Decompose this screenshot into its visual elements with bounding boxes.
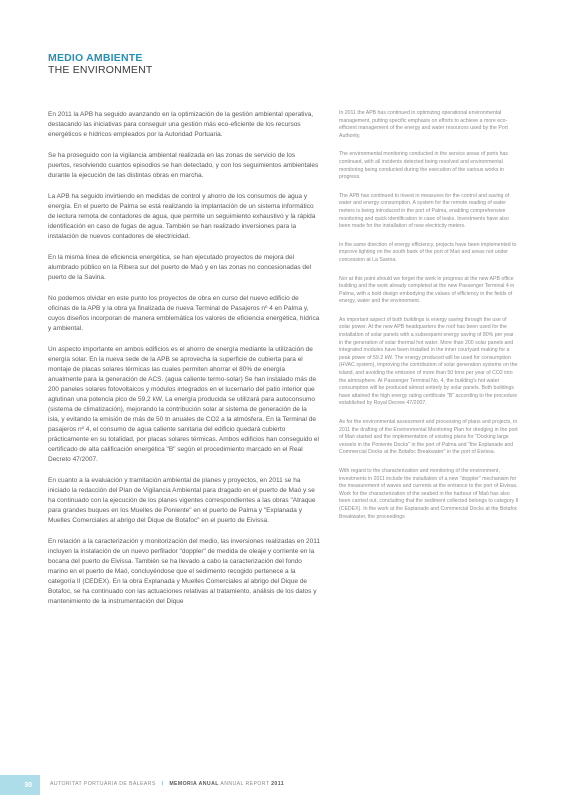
footer-organization: AUTORITAT PORTUÀRIA DE BALEARS xyxy=(50,781,156,787)
footer-separator: I xyxy=(161,781,164,787)
page-number-badge xyxy=(0,775,40,795)
spanish-column xyxy=(48,110,320,618)
page-footer xyxy=(50,781,284,787)
spanish-paragraph: En relación a la caracterización y monitorización del medio, las inversiones realizadas en 2011 incluyen la instalación de un nuevo perfilador "doppler" de medida de oleaje y corriente en la bocana del puerto de Eivissa. También se ha llevado a cabo la caracterización del fondo marino en el puerto de Maó, concluyéndose que el sedimento recogido pertenece a la categoría II (CEDEX). En la obra Explanada y Muelles Comerciales al abrigo del Dique de Botafoc, se ha continuado con las actuaciones relativas al tratamiento, análisis de los datos y mantenimiento de la instrumentación del Dique xyxy=(48,538,320,605)
english-column xyxy=(339,110,519,532)
english-paragraph: Nor at this point should we forget the work in progress at the new APB office building and the work already completed at the new Passenger Terminal 4 in Palma, with a bold design embodying the values of efficiency in the fields of energy, water and the environment. xyxy=(339,275,515,305)
english-paragraph: An important aspect of both buildings is energy saving through the use of solar power. At the new APB headquarters the roof has been used for the installation of solar panels with a subsequent energy saving of 80% per year in the generation of solar thermal hot water. More than 200 solar panels and integrated modules have been installed in the inner courtyard making for a peak power of 59.2 kW. The energy produced will be used for consumption (HVAC system), improving the contribution of solar generation systems on the island, and avoiding the emission of more than 50 tons per year of CO2 into the atmosphere. At Passenger Terminal No. 4, the building's hot water consumption will be produced almost entirely by solar panels. Both buildings have attained the high energy rating certificate "B" according to the procedure established by Royal Decree 47/2007. xyxy=(339,316,518,407)
spanish-paragraph: La APB ha seguido invirtiendo en medidas de control y ahorro de los consumos de agua y energía. En el puerto de Palma se está realizando la implantación de un sistema informático de lectura remota de contadores de agua, que permite un seguimiento exhaustivo y la rápida identificación en caso de fugas de agua. También se han realizado inversiones para la instalación de nuevos contadores de electricidad. xyxy=(48,193,316,240)
english-paragraph: In 2011 the APB has continued in optimizing operational environmental management, putting specific emphasis on efforts to achieve a more eco-efficient management of the energy and water resources used by the Port Authority. xyxy=(339,110,508,139)
english-paragraph: With regard to the characterization and monitoring of the environment, investments in 2011 include the installation of a new "doppler" mechanism for the measurement of waves and currents at the entrance to the port of Eivissa. Work for the characterization of the seabed in the harbour of Maó has also been carried out, concluding that the sediment collected belongs to category II (CEDEX). In the work at the Esplanade and Commercial Docks at the Botafoc Breakwater, the proceedings xyxy=(339,467,519,520)
spanish-paragraph: Se ha proseguido con la vigilancia ambiental realizada en las zonas de servicio de los puertos, resolviendo cuantos episodios se han detectado, y con los seguimientos ambientales durante la ejecución de las distintas obras en marcha. xyxy=(48,152,319,179)
spanish-paragraph: Un aspecto importante en ambos edificios es el ahorro de energía mediante la utilización de energía solar. En la nueva sede de la APB se aprovecha la superficie de cubierta para el montaje de placas solares térmicas las cuales permiten ahorrar el 80% de energía anualmente para la generación de ACS. (agua caliente termo-solar) Se han instalado más de 200 paneles solares fotovoltaicos y módulos integrados en el lucernario del patio interior que aglutinan una potencia pico de 59,2 kW. La energía producida se utilizará para autoconsumo (sistema de climatización), mejorando la contribución solar al sistema de generación de la isla, y evitando la emisión de más de 50 tn anuales de CO2 a la atmósfera. En la Terminal de pasajeros nº 4, el consumo de agua caliente sanitaria del edificio quedará cubierto prácticamente en su totalidad, por placas solares térmicas. Ambos edificios han conseguido el certificado de alta calificación energética "B" según el procedimiento marcado en el Real Decreto 47/2007. xyxy=(48,346,319,463)
english-paragraph: As for the environmental assessment and processing of plans and projects, in 2011 the drafting of the Environmental Monitoring Plan for dredging in the port of Maó started and the implementation of existing plans for "Docking large vessels in the Poniente Docks" in the port of Palma and "the Esplanade and Commercial Docks at the Botafoc Breakwater" in the port of Eivissa. xyxy=(339,419,518,456)
footer-year: 2011 xyxy=(271,781,284,787)
spanish-paragraph: No podemos olvidar en este punto los proyectos de obra en curso del nuevo edificio de oficinas de la APB y la obra ya finalizada de nueva Terminal de Pasajeros nº 4 en Palma y, cuyos diseños incorporan de manera emblemática los valores de eficiencia energética, hídrica y ambiental. xyxy=(48,295,320,332)
english-paragraph: In the same direction of energy efficiency, projects have been implemented to improve lighting on the south bank of the port of Maó and areas not under concession at La Savina. xyxy=(339,241,517,263)
section-title-spanish: MEDIO AMBIENTE xyxy=(48,52,143,64)
footer-report: ANNUAL REPORT xyxy=(220,781,270,787)
footer-memoria: MEMORIA ANUAL xyxy=(169,781,219,787)
spanish-paragraph: En 2011 la APB ha seguido avanzando en la optimización de la gestión ambiental operativa, destacando las iniciativas para conseguir una gestión más eco-eficiente de los recursos energéticos e hídricos empleados por la Autoridad Portuaria. xyxy=(48,111,314,138)
english-paragraph: The APB has continued to invest in measures for the control and saving of water and energy consumption. A system for the remote reading of water meters is being introduced in the port of Palma, enabling comprehensive monitoring and quick identification in case of leaks. Investments have also been made for the installation of new electricity meters. xyxy=(339,192,510,230)
section-title-english: THE ENVIRONMENT xyxy=(48,64,153,76)
spanish-paragraph: En cuanto a la evaluación y tramitación ambiental de planes y proyectos, en 2011 se ha iniciado la redacción del Plan de Vigilancia Ambiental para dragado en el puerto de Maó y se ha continuado con la ejecución de los planes vigentes correspondientes a las obras "Atraque para grandes buques en los Muelles de Poniente" en el puerto de Palma y "Explanada y Muelles Comerciales al abrigo del Dique de Botafoc" en el puerto de Eivissa. xyxy=(48,477,316,524)
spanish-paragraph: En la misma línea de eficiencia energética, se han ejecutado proyectos de mejora del alumbrado público en la Ribera sur del puerto de Maó y en las zonas no concesionadas del puerto de la Savina. xyxy=(48,254,312,281)
english-paragraph: The environmental monitoring conducted in the service areas of ports has continued, with all incidents detected being resolved and environmental monitoring being conducted during the execution of the various works in progress. xyxy=(339,151,508,181)
page-number: 30 xyxy=(24,781,32,789)
section-header xyxy=(48,52,153,76)
